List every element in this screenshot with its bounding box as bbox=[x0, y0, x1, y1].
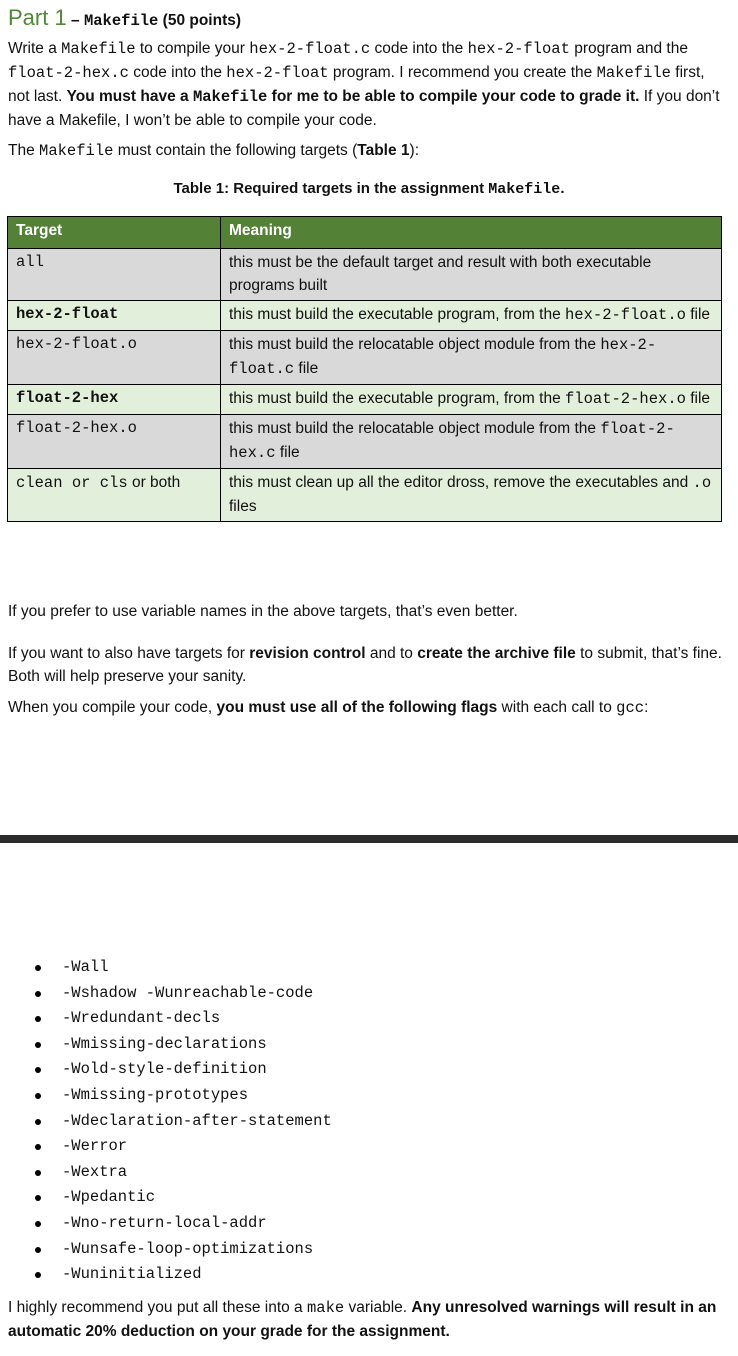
list-item: -Wold-style-definition bbox=[0, 1057, 332, 1083]
list-item: -Werror bbox=[0, 1134, 332, 1160]
intro-paragraph: Write a Makefile to compile your hex-2-float.c code into the hex-2-float program and the float-2-hex.c code into the hex-2-float program. I recommend you create the Makefile first, not last. You must have a Makefile for me to be able to compile your code to grade it. If you don’t have a Makefile, I won’t be able to compile your code. bbox=[8, 40, 720, 129]
meaning-cell: this must build the relocatable object module from the hex-2-float.c file bbox=[221, 331, 722, 385]
list-item: -Wshadow -Wunreachable-code bbox=[0, 981, 332, 1007]
heading-makefile: Makefile bbox=[83, 12, 159, 30]
header-meaning: Meaning bbox=[221, 217, 722, 249]
list-item: -Wunsafe-loop-optimizations bbox=[0, 1237, 332, 1263]
page-divider bbox=[0, 835, 738, 843]
revision-paragraph: If you want to also have targets for revision control and to create the archive file to submit, that’s fine. Both will help preserve your sanity. bbox=[8, 645, 722, 685]
list-item: -Wmissing-prototypes bbox=[0, 1083, 332, 1109]
table-caption: Table 1: Required targets in the assignment Makefile. bbox=[173, 180, 565, 198]
target-cell: hex-2-float bbox=[8, 301, 221, 331]
table-row bbox=[8, 415, 722, 469]
targets-table bbox=[7, 216, 722, 522]
list-item: -Wredundant-decls bbox=[0, 1006, 332, 1032]
flags-list bbox=[0, 955, 332, 1288]
part-label: Part 1 bbox=[8, 5, 67, 30]
meaning-cell: this must clean up all the editor dross, remove the executables and .o files bbox=[221, 469, 722, 522]
target-cell: hex-2-float.o bbox=[8, 331, 221, 385]
final-paragraph: I highly recommend you put all these into a make variable. Any unresolved warnings will result in an automatic 20% deduction on your grade for the assignment. bbox=[8, 1299, 717, 1340]
flags-paragraph: When you compile your code, you must use all of the following flags with each call to gcc: bbox=[8, 699, 649, 717]
targets-paragraph: The Makefile must contain the following targets (Table 1): bbox=[8, 142, 419, 160]
meaning-cell: this must be the default target and result with both executable programs built bbox=[221, 249, 722, 301]
table-row bbox=[8, 301, 722, 331]
list-item: -Wdeclaration-after-statement bbox=[0, 1109, 332, 1135]
header-target: Target bbox=[8, 217, 221, 249]
table-row bbox=[8, 385, 722, 415]
target-cell: clean or cls or both bbox=[8, 469, 221, 522]
section-heading bbox=[8, 4, 241, 31]
list-item: -Wextra bbox=[0, 1160, 332, 1186]
target-cell: all bbox=[8, 249, 221, 301]
meaning-cell: this must build the executable program, from the float-2-hex.o file bbox=[221, 385, 722, 415]
meaning-cell: this must build the executable program, from the hex-2-float.o file bbox=[221, 301, 722, 331]
target-cell: float-2-hex.o bbox=[8, 415, 221, 469]
list-item: -Wuninitialized bbox=[0, 1262, 332, 1288]
target-cell: float-2-hex bbox=[8, 385, 221, 415]
list-item: -Wpedantic bbox=[0, 1185, 332, 1211]
variables-paragraph: If you prefer to use variable names in the above targets, that’s even better. bbox=[8, 603, 518, 620]
table-header-row bbox=[8, 217, 722, 249]
meaning-cell: this must build the relocatable object module from the float-2-hex.c file bbox=[221, 415, 722, 469]
heading-dash: – bbox=[66, 12, 84, 29]
heading-points: (50 points) bbox=[158, 12, 242, 29]
list-item: -Wno-return-local-addr bbox=[0, 1211, 332, 1237]
list-item: -Wall bbox=[0, 955, 332, 981]
list-item: -Wmissing-declarations bbox=[0, 1032, 332, 1058]
table-row bbox=[8, 331, 722, 385]
table-row bbox=[8, 469, 722, 522]
table-row bbox=[8, 249, 722, 301]
